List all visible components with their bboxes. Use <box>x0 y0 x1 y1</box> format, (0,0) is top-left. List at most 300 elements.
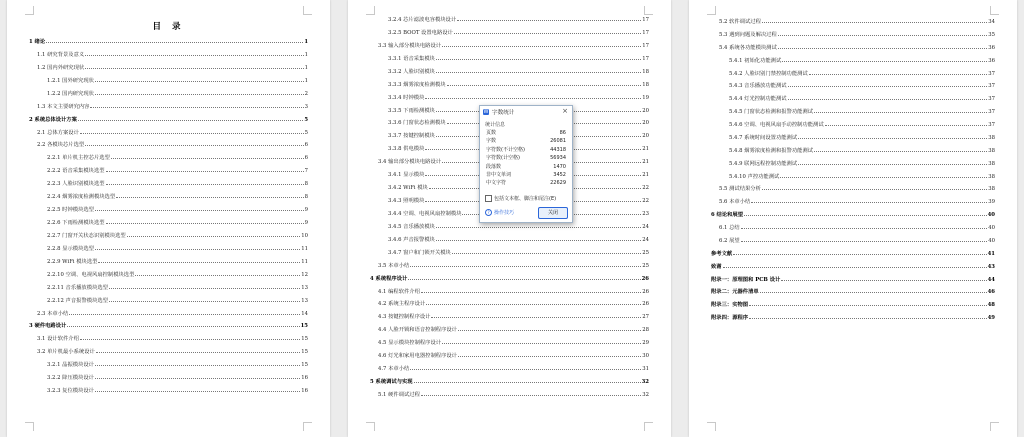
toc-dot-leader <box>69 313 300 315</box>
toc-entry-title: 1.1 研究背景及意义 <box>37 51 85 58</box>
toc-dot-leader <box>723 266 987 268</box>
toc-entry-title: 4.4 人脸开锁和语音控制程序设计 <box>378 327 457 334</box>
toc-entry[interactable] <box>729 132 995 144</box>
toc-dot-leader <box>778 34 987 36</box>
page-corner-mark <box>990 422 999 431</box>
toc-entry-title: 2.3 本章小结 <box>37 310 69 317</box>
toc-page-number: 21 <box>642 146 649 153</box>
toc-page-number: 40 <box>988 225 995 232</box>
word-app-icon: W <box>483 109 489 115</box>
toc-entry-title: 3.3.1 语音采集模块 <box>388 55 435 62</box>
toc-entry-title: 3.1 设计软件介绍 <box>37 336 79 343</box>
toc-dot-leader <box>762 188 987 190</box>
toc-entry[interactable] <box>378 363 649 375</box>
toc-entry-title: 3.4.4 空调、电视风扇控制模块 <box>388 210 462 217</box>
toc-dot-leader <box>814 150 987 152</box>
toc-entry-title: 3.3.8 供电模块 <box>388 146 425 153</box>
toc-entry-title: 附录四：源程序 <box>711 315 749 322</box>
toc-entry-title: 6.1 总结 <box>719 225 740 232</box>
toc-entry[interactable] <box>47 217 308 229</box>
toc-page-number: 11 <box>301 245 308 252</box>
stat-value: 22629 <box>550 180 566 187</box>
toc-page-number: 26 <box>642 301 649 308</box>
toc-entry[interactable] <box>729 119 995 131</box>
toc-dot-leader <box>457 19 641 21</box>
toc-entry[interactable] <box>729 68 995 80</box>
tips-label[interactable]: 操作技巧 <box>494 210 515 216</box>
toc-page-number: 36 <box>988 57 995 64</box>
toc-entry[interactable] <box>711 312 995 324</box>
toc-entry-title: 5.4.8 烟雾浓度检测和报警功能测试 <box>729 147 814 154</box>
toc-entry-title: 5.4.7 系统时间设置功能测试 <box>729 134 798 141</box>
toc-entry-title: 5.4.1 初始化功能测试 <box>729 57 782 64</box>
stat-value: 56934 <box>550 155 566 162</box>
toc-entry[interactable] <box>711 261 995 273</box>
toc-page-number: 1 <box>304 51 308 58</box>
toc-entry[interactable] <box>729 55 995 67</box>
toc-entry[interactable] <box>378 324 649 336</box>
stat-label: 字符数(计空格) <box>486 155 520 162</box>
toc-entry-title: 3.4.5 音乐播放模块 <box>388 223 435 230</box>
toc-page-number: 2 <box>304 90 308 97</box>
toc-entry[interactable] <box>47 295 308 307</box>
toc-entry-title: 3.4.1 显示模块 <box>388 172 425 179</box>
toc-dot-leader <box>442 342 641 344</box>
toc-dot-leader <box>809 73 988 75</box>
toc-entry-title: 2.2.6 下雨检测模块选型 <box>47 220 105 227</box>
toc-entry-title: 附录二：元器件清单 <box>711 289 759 296</box>
stat-row <box>486 147 566 153</box>
toc-entry[interactable] <box>47 165 308 177</box>
toc-entry-title: 3.4.3 照明模块 <box>388 198 425 205</box>
toc-dot-leader <box>425 97 641 99</box>
toc-entry-title: 3.3.4 时钟模块 <box>388 94 425 101</box>
toc-page-number: 37 <box>988 83 995 90</box>
toc-entry-title: 6 结论和展望 <box>711 212 744 219</box>
toc-dot-leader <box>95 377 300 379</box>
toc-entry-title: 3 硬件电路设计 <box>29 323 67 330</box>
toc-entry[interactable] <box>47 191 308 203</box>
toc-entry-title: 2.2 各模块芯片选型 <box>37 142 85 149</box>
toc-dot-leader <box>762 21 987 23</box>
toc-page-number: 16 <box>301 388 308 395</box>
toc-entry[interactable] <box>719 222 995 234</box>
toc-dot-leader <box>46 41 303 43</box>
stat-row <box>486 155 566 161</box>
toc-dot-leader <box>414 381 641 383</box>
toc-entry[interactable] <box>47 152 308 164</box>
toc-page-number: 19 <box>642 94 649 101</box>
toc-dot-leader <box>814 111 987 113</box>
toc-entry-title: 2.1 总体方案设计 <box>37 129 79 136</box>
toc-page-number: 37 <box>988 70 995 77</box>
stat-row <box>486 130 566 136</box>
toc-entry[interactable] <box>29 36 308 48</box>
toc-dot-leader <box>778 47 987 49</box>
toc-entry[interactable] <box>47 385 308 397</box>
page-corner-mark <box>25 422 34 431</box>
toc-entry-title: 3.4 输出部分模块电路设计 <box>378 159 442 166</box>
dialog-titlebar[interactable] <box>480 106 572 118</box>
toc-page-number: 6 <box>304 155 308 162</box>
toc-page-number: 9 <box>304 220 308 227</box>
toc-dot-leader <box>106 183 304 185</box>
toc-page-number: 3 <box>304 103 308 110</box>
toc-dot-leader <box>96 351 300 353</box>
toc-entry[interactable] <box>370 273 649 285</box>
toc-entry-title: 4.6 灯光和家用电器控制程序设计 <box>378 353 457 360</box>
toc-entry-title: 3.2.1 晶振模块设计 <box>47 362 94 369</box>
toc-page-number: 38 <box>988 173 995 180</box>
toc-entry[interactable] <box>388 66 649 78</box>
toc-entry-title: 3.3.5 下雨检测模块 <box>388 107 435 114</box>
toc-page-number: 15 <box>301 336 308 343</box>
toc-page-number: 22 <box>642 198 649 205</box>
toc-entry-title: 附录三：实物图 <box>711 302 749 309</box>
toc-entry[interactable] <box>37 333 308 345</box>
stat-value: 26081 <box>550 138 566 145</box>
toc-entry-title: 1.2.1 国外研究现状 <box>47 77 94 84</box>
toc-entry[interactable] <box>378 389 649 401</box>
toc-page-number: 26 <box>642 288 649 295</box>
stat-label: 页数 <box>486 130 497 136</box>
toc-page-number: 35 <box>988 31 995 38</box>
stats-section-label: 统计信息 <box>485 122 506 128</box>
toc-page-number: 1 <box>304 39 308 45</box>
toc-entry[interactable] <box>47 178 308 190</box>
toc-page-number: 37 <box>988 96 995 103</box>
toc-entry[interactable] <box>37 101 308 113</box>
toc-dot-leader <box>135 274 300 276</box>
toc-entry[interactable] <box>719 16 995 28</box>
page-corner-mark <box>707 422 716 431</box>
toc-entry[interactable] <box>378 40 649 52</box>
toc-entry-title: 5.4.6 空调、电视风扇手动控制功能测试 <box>729 122 824 129</box>
toc-entry[interactable] <box>47 256 308 268</box>
toc-entry[interactable] <box>47 359 308 371</box>
toc-page-number: 23 <box>642 210 649 217</box>
tips-icon: ? <box>485 209 492 216</box>
toc-entry-title: 4.5 显示模块控制程序设计 <box>378 340 442 347</box>
toc-entry-title: 3.4.7 窗户和门锁开关模块 <box>388 249 451 256</box>
toc-entry-title: 5.5 测试结果分析 <box>719 186 761 193</box>
word-count-dialog[interactable] <box>479 105 573 223</box>
toc-page-number: 15 <box>301 349 308 356</box>
toc-entry[interactable] <box>378 260 649 272</box>
toc-heading: 目 录 <box>152 22 185 32</box>
toc-dot-leader <box>436 239 641 241</box>
toc-page-number: 15 <box>300 323 308 330</box>
toc-dot-leader <box>741 227 988 229</box>
toc-page-number: 13 <box>301 297 308 304</box>
toc-page-number: 10 <box>301 232 308 239</box>
toc-page-number: 9 <box>304 207 308 214</box>
toc-dot-leader <box>116 196 303 198</box>
stat-label: 段落数 <box>486 163 502 170</box>
toc-entry-title: 2.2.8 显示模块选型 <box>47 245 94 252</box>
toc-entry[interactable] <box>47 75 308 87</box>
toc-entry-title: 4.7 本章小结 <box>378 366 410 373</box>
toc-entry[interactable] <box>711 299 995 311</box>
toc-entry-title: 5.6 本章小结 <box>719 199 751 206</box>
toc-entry-title: 6.2 展望 <box>719 237 740 244</box>
toc-dot-leader <box>741 240 988 242</box>
toc-page-number: 22 <box>642 185 649 192</box>
toc-entry[interactable] <box>37 346 308 358</box>
toc-dot-leader <box>67 325 299 327</box>
toc-entry-title: 5 系统调试与实现 <box>370 379 413 386</box>
tips-link[interactable] <box>485 209 514 216</box>
toc-page-number: 7 <box>304 168 308 175</box>
toc-page-number: 37 <box>988 109 995 116</box>
toc-entry[interactable] <box>378 350 649 362</box>
toc-dot-leader <box>788 98 988 100</box>
dialog-title: 字数统计 <box>492 110 515 116</box>
toc-entry[interactable] <box>37 308 308 320</box>
toc-page-number: 39 <box>988 199 995 206</box>
toc-entry[interactable] <box>719 196 995 208</box>
toc-dot-leader <box>421 291 641 293</box>
toc-page-number: 27 <box>642 314 649 321</box>
toc-entry[interactable] <box>388 234 649 246</box>
toc-dot-leader <box>788 85 988 87</box>
toc-page-number: 14 <box>301 310 308 317</box>
toc-page-number: 8 <box>304 194 308 201</box>
toc-entry-title: 3.4.6 声音报警模块 <box>388 236 435 243</box>
toc-entry-title: 致谢 <box>711 263 722 270</box>
toc-entry-title: 4.2 系统主程序设计 <box>378 301 426 308</box>
toc-entry-title: 3.2.5 BOOT 设置电路设计 <box>388 29 453 36</box>
toc-dot-leader <box>90 106 303 108</box>
toc-entry[interactable] <box>711 274 995 286</box>
page-corner-mark <box>366 6 375 15</box>
toc-entry-title: 3.2.3 复位模块设计 <box>47 388 94 395</box>
toc-entry[interactable] <box>729 93 995 105</box>
page-corner-mark <box>25 6 34 15</box>
toc-entry-title: 3.3 输入部分模块电路设计 <box>378 42 442 49</box>
toc-dot-leader <box>760 291 987 293</box>
toc-entry-title: 3.2.4 芯片滤波电容模块设计 <box>388 17 457 23</box>
toc-entry-title: 参考文献 <box>711 250 733 257</box>
toc-page-number: 25 <box>642 249 649 256</box>
toc-page-number: 16 <box>301 375 308 382</box>
toc-entry[interactable] <box>388 14 649 26</box>
toc-entry-title: 3.3.2 人脸识别模块 <box>388 68 435 75</box>
toc-dot-leader <box>798 137 987 139</box>
toc-entry-title: 5.4.2 人脸识别门禁控制功能测试 <box>729 70 808 77</box>
toc-entry[interactable] <box>378 311 649 323</box>
toc-page-number: 38 <box>988 147 995 154</box>
toc-entry[interactable] <box>388 53 649 65</box>
toc-entry-title: 4 系统程序设计 <box>370 275 408 282</box>
toc-entry-title: 附录一：原理图和 PCB 设计 <box>711 276 781 283</box>
toc-entry[interactable] <box>47 204 308 216</box>
toc-page-number: 40 <box>987 212 995 219</box>
toc-entry[interactable] <box>711 248 995 260</box>
toc-dot-leader <box>80 338 300 340</box>
toc-page-number: 34 <box>988 19 995 25</box>
stat-row <box>486 172 566 178</box>
toc-entry[interactable] <box>729 171 995 183</box>
toc-entry[interactable] <box>388 27 649 39</box>
toc-entry-title: 5.3 遇到问题及解决过程 <box>719 31 777 38</box>
toc-page-number: 44 <box>987 276 995 283</box>
toc-page-number: 21 <box>642 159 649 166</box>
toc-entry[interactable] <box>37 139 308 151</box>
page-corner-mark <box>366 422 375 431</box>
toc-entry[interactable] <box>378 337 649 349</box>
toc-entry[interactable] <box>388 92 649 104</box>
toc-dot-leader <box>426 303 641 305</box>
toc-page-number: 36 <box>988 44 995 51</box>
toc-entry[interactable] <box>729 145 995 157</box>
toc-dot-leader <box>111 157 304 159</box>
toc-page-number: 28 <box>642 327 649 334</box>
toc-entry[interactable] <box>29 320 308 332</box>
toc-dot-leader <box>98 261 300 263</box>
toc-page-number: 41 <box>987 250 995 257</box>
toc-entry-title: 2.2.5 时钟模块选型 <box>47 207 94 214</box>
toc-entry[interactable] <box>729 80 995 92</box>
toc-page-number: 48 <box>987 302 995 309</box>
toc-entry-title: 2.2.10 空调、电视风扇控制模块选型 <box>47 271 135 278</box>
toc-dot-leader <box>798 163 987 165</box>
toc-entry-title: 3.2 单片机最小系统设计 <box>37 349 95 356</box>
toc-page-number: 25 <box>642 262 649 269</box>
stat-label: 非中文单词 <box>486 172 512 178</box>
toc-entry-title: 5.2 软件调试过程 <box>719 19 761 25</box>
toc-entry[interactable] <box>729 158 995 170</box>
toc-dot-leader <box>80 132 304 134</box>
toc-page-number: 5 <box>304 116 308 123</box>
toc-entry[interactable] <box>719 42 995 54</box>
toc-dot-leader <box>751 201 987 203</box>
toc-dot-leader <box>95 390 300 392</box>
stat-row <box>486 138 566 144</box>
toc-page-number: 26 <box>641 275 649 282</box>
stat-row <box>486 180 566 186</box>
toc-page-number: 6 <box>304 142 308 149</box>
toc-dot-leader <box>410 265 641 267</box>
toc-entry[interactable] <box>47 372 308 384</box>
toc-entry[interactable] <box>729 106 995 118</box>
toc-entry-title: 5.4.10 声控功能测试 <box>729 173 780 180</box>
toc-entry-title: 2 系统总体设计方案 <box>29 116 77 123</box>
toc-entry[interactable] <box>37 62 308 74</box>
close-button[interactable]: 关闭 <box>538 207 568 219</box>
toc-dot-leader <box>106 222 304 224</box>
toc-dot-leader <box>95 364 300 366</box>
toc-dot-leader <box>85 144 303 146</box>
toc-page-number: 30 <box>642 353 649 360</box>
toc-page-number: 37 <box>988 122 995 129</box>
toc-page-number: 32 <box>641 379 649 386</box>
toc-entry-title: 5.4.4 灯光控制功能测试 <box>729 96 787 103</box>
toc-dot-leader <box>95 248 300 250</box>
toc-dot-leader <box>781 279 986 281</box>
page-corner-mark <box>303 422 312 431</box>
document-page-3 <box>689 0 1017 437</box>
toc-entry[interactable] <box>29 114 308 126</box>
page-corner-mark <box>644 422 653 431</box>
stat-label: 中文字符 <box>486 180 507 187</box>
toc-entry-title: 2.2.4 烟雾浓度检测模块选型 <box>47 194 116 201</box>
toc-page-number: 43 <box>987 263 995 270</box>
toc-page-number: 38 <box>988 160 995 167</box>
toc-entry[interactable] <box>47 243 308 255</box>
toc-entry[interactable] <box>47 88 308 100</box>
toc-entry[interactable] <box>370 376 649 388</box>
toc-dot-leader <box>436 58 641 60</box>
toc-entry[interactable] <box>719 235 995 247</box>
close-icon[interactable]: × <box>562 107 568 115</box>
toc-dot-leader <box>95 93 304 95</box>
page-corner-mark <box>990 6 999 15</box>
toc-entry-title: 3.4.2 WiFi 模块 <box>388 185 428 192</box>
toc-entry[interactable] <box>711 286 995 298</box>
toc-entry[interactable] <box>37 49 308 61</box>
toc-entry[interactable] <box>47 282 308 294</box>
toc-page-number: 24 <box>642 236 649 243</box>
toc-entry-title: 4.3 按键控制程序设计 <box>378 314 431 321</box>
toc-entry[interactable] <box>378 286 649 298</box>
toc-entry[interactable] <box>388 79 649 91</box>
toc-dot-leader <box>744 214 987 216</box>
toc-dot-leader <box>782 60 987 62</box>
toc-entry[interactable] <box>47 269 308 281</box>
stat-value: 44318 <box>550 146 566 153</box>
toc-entry[interactable] <box>388 247 649 259</box>
toc-dot-leader <box>458 355 641 357</box>
toc-page-number: 38 <box>988 186 995 193</box>
toc-page-number: 49 <box>987 315 995 322</box>
toc-dot-leader <box>95 209 304 211</box>
toc-dot-leader <box>95 80 304 82</box>
toc-entry[interactable] <box>711 209 995 221</box>
toc-dot-leader <box>408 278 640 280</box>
toc-entry[interactable] <box>378 298 649 310</box>
toc-dot-leader <box>749 317 987 319</box>
toc-entry-title: 3.5 本章小结 <box>378 262 410 269</box>
toc-page-number: 13 <box>301 284 308 291</box>
toc-page-number: 20 <box>642 107 649 114</box>
checkbox-box[interactable] <box>485 195 492 202</box>
stat-value: 86 <box>559 130 566 136</box>
toc-entry-title: 5.4.5 门窗状态检测和报警功能测试 <box>729 109 814 116</box>
toc-entry-title: 3.3.6 门窗状态检测模块 <box>388 120 446 127</box>
toc-dot-leader <box>458 329 641 331</box>
toc-entry-title: 2.2.12 声音报警模块选型 <box>47 297 108 304</box>
include-textbox-checkbox[interactable] <box>485 195 556 202</box>
toc-entry-title: 2.2.11 音乐播放模块选型 <box>47 284 108 291</box>
toc-page-number: 20 <box>642 120 649 127</box>
toc-dot-leader <box>78 119 303 121</box>
toc-entry[interactable] <box>37 127 308 139</box>
toc-dot-leader <box>436 226 641 228</box>
toc-page-number: 18 <box>642 68 649 75</box>
toc-dot-leader <box>421 394 641 396</box>
toc-entry-title: 3.3.7 按键控制模块 <box>388 133 435 140</box>
toc-page-number: 18 <box>642 81 649 88</box>
toc-entry[interactable] <box>719 183 995 195</box>
toc-entry[interactable] <box>719 29 995 41</box>
toc-entry-title: 1.3 本文主要研究内容 <box>37 103 90 110</box>
toc-entry[interactable] <box>47 230 308 242</box>
stat-label: 字符数(不计空格) <box>486 146 525 153</box>
toc-page-number: 15 <box>301 362 308 369</box>
toc-page-number: 1 <box>304 77 308 84</box>
toc-dot-leader <box>410 368 641 370</box>
